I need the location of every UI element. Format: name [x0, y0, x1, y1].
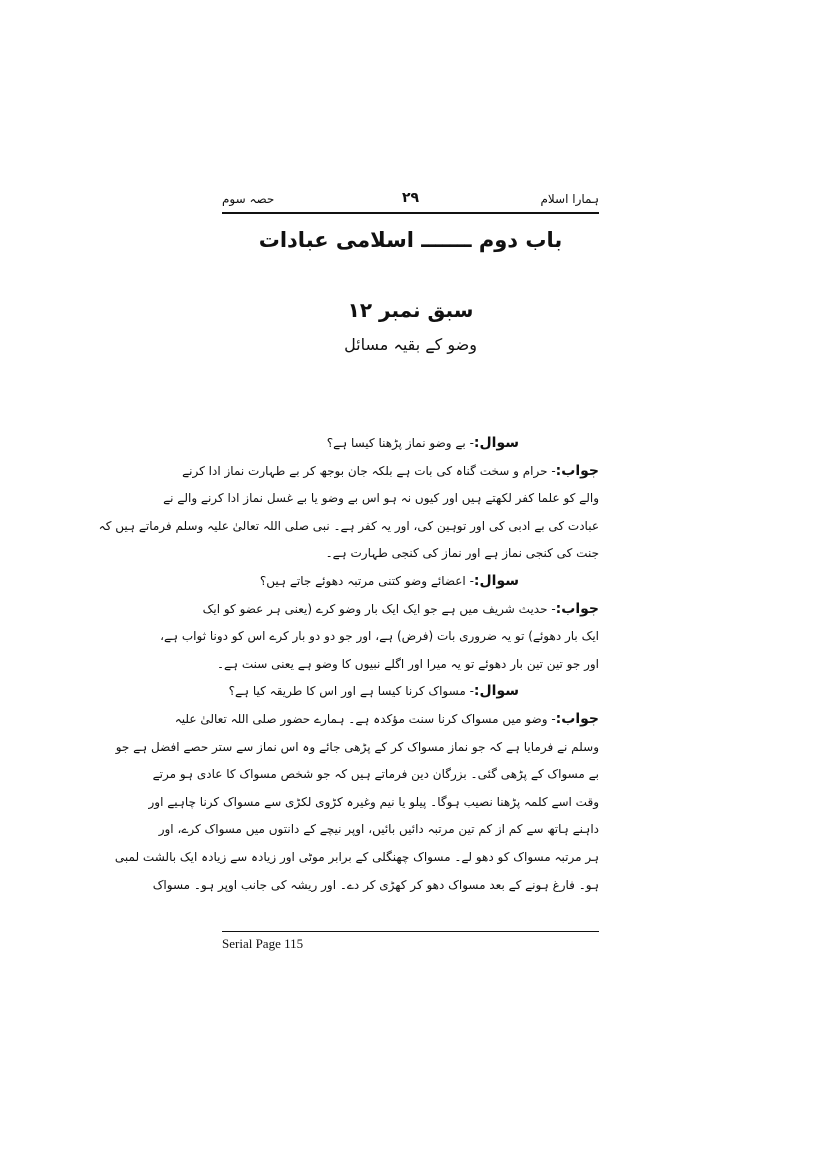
line-text: اور جو تین تین بار دھوئے تو یہ میرا اور اگلے نبیوں کا وضو ہے یعنی سنت ہے۔: [216, 656, 599, 671]
question-line: [222, 430, 599, 458]
text-line: [163, 485, 599, 513]
text-line: [202, 596, 599, 624]
chapter-title: باب دوم ـــــــ اسلامی عبادات: [258, 228, 563, 252]
page-number: ۲۹: [401, 190, 420, 206]
qa-label: جواب:: [555, 462, 599, 479]
text-line: [182, 458, 599, 486]
line-text: والے کو علما کفر لکھتے ہیں اور کیوں نہ ہو اس بے وضو یا بے غسل نماز ادا کرنے والے نے: [163, 491, 599, 506]
line-text: ایک بار دھوئے) تو یہ ضروری بات (فرض) ہے، اور جو دو دو بار کرے اس کو دونا ثواب ہے،: [160, 629, 599, 644]
text-line: [158, 816, 599, 844]
line-text: - وضو میں مسواک کرنا سنت مؤکدہ ہے۔ ہمارے حضور صلی اللہ تعالیٰ علیہ: [174, 711, 556, 726]
text-line: [160, 623, 599, 651]
line-text: داہنے ہاتھ سے کم از کم تین مرتبہ دائیں بائیں، اوپر نیچے کے دانتوں میں مسواک کرے، اور: [158, 822, 599, 837]
line-text: ہر مرتبہ مسواک کو دھو لے۔ مسواک چھنگلی کے برابر موٹی اور زیادہ سے زیادہ ایک بالشت لمبی: [114, 849, 599, 864]
qa-label: سوال:: [473, 683, 519, 700]
body-text: [98, 430, 599, 899]
text-line: [114, 844, 599, 872]
line-text: - اعضائے وضو کتنی مرتبہ دھوئے جاتے ہیں؟: [259, 573, 474, 588]
line-text: بے مسواک کے پڑھی گئی۔ بزرگان دین فرماتے ہیں کہ جو شخص مسواک کا عادی ہو مرتے: [152, 767, 599, 782]
qa-label: جواب:: [555, 710, 599, 727]
line-text: جنت کی کنجی نماز ہے اور نماز کی کنجی طہارت ہے۔: [325, 546, 599, 561]
line-text: ہو۔ فارغ ہونے کے بعد مسواک دھو کر کھڑی کر دے۔ اور ریشہ کی جانب اوپر ہو۔ مسواک: [152, 877, 599, 892]
question-line: [222, 678, 599, 706]
qa-label: جواب:: [555, 600, 599, 617]
text-line: [174, 706, 599, 734]
text-line: [148, 789, 599, 817]
line-text: عبادت کی بے ادبی کی اور توہین کی، اور یہ کفر ہے۔ نبی صلی اللہ تعالیٰ علیہ وسلم فرماتے ہیں کہ: [98, 518, 599, 533]
question-line: [222, 568, 599, 596]
line-text: - مسواک کرنا کیسا ہے اور اس کا طریقہ کیا ہے؟: [228, 684, 474, 699]
part-label: حصہ سوم: [222, 192, 275, 206]
line-text: وسلم نے فرمایا ہے کہ جو نماز مسواک کر کے پڑھی جائے وہ اس نماز سے ستر حصے افضل ہے جو: [115, 739, 599, 754]
line-text: - بے وضو نماز پڑھنا کیسا ہے؟: [326, 436, 474, 450]
text-line: [152, 872, 599, 900]
text-line: [216, 651, 599, 679]
qa-label: سوال:: [473, 572, 519, 589]
serial-page: Serial Page 115: [222, 936, 304, 951]
text-line: [222, 540, 599, 568]
line-text: - حرام و سخت گناہ کی بات ہے بلکہ جان بوجھ کر بے طہارت نماز ادا کرنے: [182, 463, 556, 478]
lesson-subtitle: وضو کے بقیہ مسائل: [344, 335, 477, 354]
text-line: [98, 513, 599, 541]
lesson-title: سبق نمبر ۱۲: [347, 298, 474, 322]
text-line: [152, 761, 599, 789]
line-text: - حدیث شریف میں ہے جو ایک ایک بار وضو کرے (یعنی ہر عضو کو ایک: [202, 601, 556, 616]
text-line: [115, 734, 599, 762]
book-title: ہمارا اسلام: [540, 192, 599, 206]
running-header: [222, 190, 599, 214]
footer-divider: [222, 931, 599, 932]
qa-label: سوال:: [473, 435, 519, 451]
line-text: وقت اسے کلمہ پڑھنا نصیب ہوگا۔ پیلو یا نیم وغیرہ کڑوی لکڑی سے مسواک کرنا چاہیے اور: [148, 794, 599, 809]
